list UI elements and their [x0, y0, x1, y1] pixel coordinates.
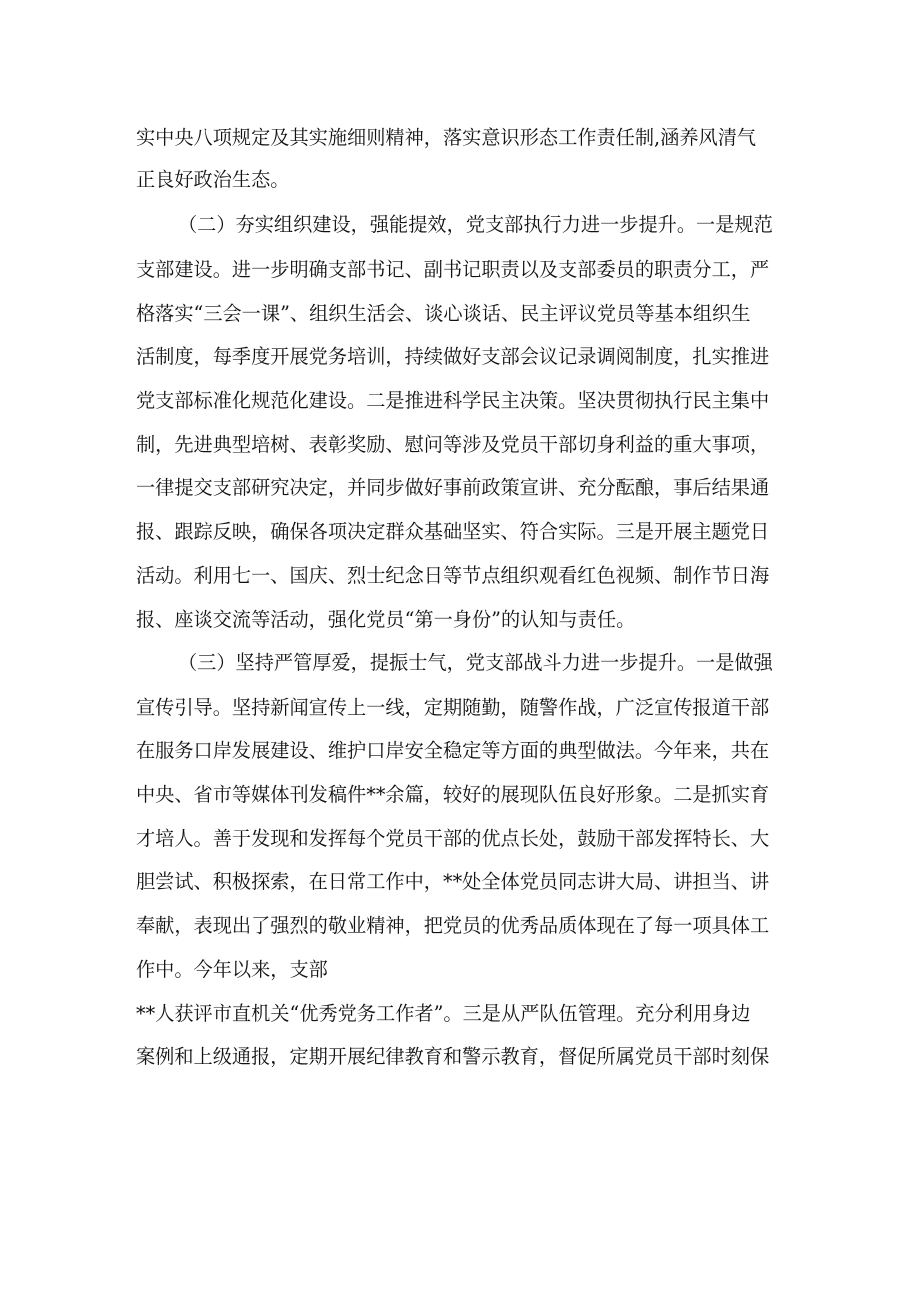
text-line: 支部建设。进一步明确支部书记、副书记职责以及支部委员的职责分工，严 [136, 258, 770, 281]
text-line: 活动。利用七一、国庆、烈士纪念日等节点组织观看红色视频、制作节日海 [136, 564, 770, 587]
text-line: 格落实“三会一课”、组织生活会、谈心谈话、民主评议党员等基本组织生 [136, 302, 751, 325]
text-line: 一律提交支部研究决定，并同步做好事前政策宣讲、充分酝酿，事后结果通 [136, 476, 770, 499]
text-line: 宣传引导。坚持新闻宣传上一线，定期随勤，随警作战，广泛宣传报道干部 [136, 696, 770, 719]
text-line: 报、跟踪反映，确保各项决定群众基础坚实、符合实际。三是开展主题党日 [136, 520, 770, 543]
paragraph-2-first-line: （二）夯实组织建设，强能提效，党支部执行力进一步提升。一是规范 [178, 213, 773, 236]
text-line: 活制度，每季度开展党务培训，持续做好支部会议记录调阅制度，扎实推进 [136, 345, 770, 368]
text-line: 报、座谈交流等活动，强化党员“第一身份”的认知与责任。 [136, 608, 636, 631]
text-line: **人获评市直机关“优秀党务工作者”。三是从严队伍管理。充分利用身边 [136, 1002, 751, 1025]
text-line: 制，先进典型培树、表彰奖励、慰问等涉及党员干部切身利益的重大事项， [136, 433, 770, 456]
text-line: 正良好政治生态。 [136, 168, 290, 191]
paragraph-3-first-line: （三）坚持严管厚爱，提振士气，党支部战斗力进一步提升。一是做强 [178, 651, 773, 674]
text-line: 党支部标准化规范化建设。二是推进科学民主决策。坚决贯彻执行民主集中 [136, 389, 770, 412]
text-line: 奉献，表现出了强烈的敬业精神，把党员的优秀品质体现在了每一项具体工 [136, 914, 770, 937]
text-line: 中央、省市等媒体刊发稿件**余篇，较好的展现队伍良好形象。二是抓实育 [136, 783, 770, 806]
text-line: 作中。今年以来，支部 [136, 958, 328, 981]
text-line: 才培人。善于发现和发挥每个党员干部的优点长处，鼓励干部发挥特长、大 [136, 827, 770, 850]
text-line: 在服务口岸发展建设、维护口岸安全稳定等方面的典型做法。今年来，共在 [136, 739, 770, 762]
text-line: 胆尝试、积极探索，在日常工作中，**处全体党员同志讲大局、讲担当、讲 [136, 870, 770, 893]
text-line: 案例和上级通报，定期开展纪律教育和警示教育，督促所属党员干部时刻保 [136, 1045, 770, 1068]
text-line: 实中央八项规定及其实施细则精神，落实意识形态工作责任制,涵养风清气 [136, 126, 757, 149]
